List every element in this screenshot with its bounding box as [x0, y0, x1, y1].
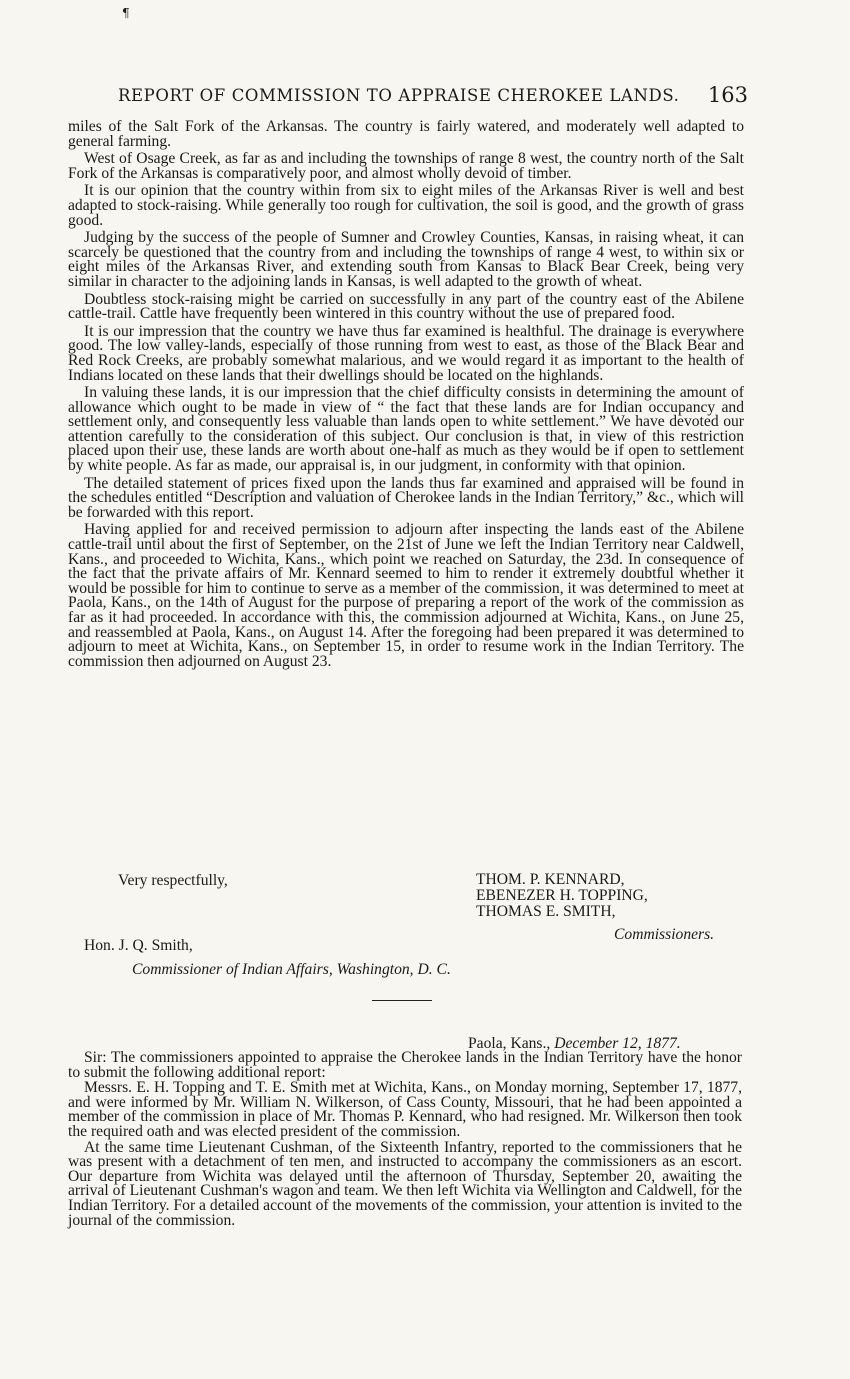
additional-report-body: [68, 1051, 742, 1229]
addressee-block: [84, 934, 451, 982]
paragraph: It is our impression that the country we have thus far examined is healthful. The drainage is everywhere good. The low valley-lands, especially of those running from west to east, as those of the Black Bear and Red Rock Creeks, are probably somewhat malarious, and we would regard it as important to the health of Indians located on these lands that their dwellings should be located on the highlands.: [68, 322, 744, 384]
paragraph: The detailed statement of prices fixed upon the lands thus far examined and appraised will be found in the schedules entitled “Description and valuation of Cherokee lands in the Indian Territory,” &c., which will be forwarded with this report.: [68, 474, 744, 521]
paragraph: Messrs. E. H. Topping and T. E. Smith met at Wichita, Kans., on Monday morning, September 17, 1877, and were informed by Mr. William N. Wilkerson, of Cass County, Missouri, that he had been appointed a member of the commission in place of Mr. Thomas P. Kennard, who had resigned. Mr. Wilkerson then took the required oath and was elected president of the commission.: [68, 1079, 742, 1140]
signature-block: [476, 872, 648, 920]
dateline-place: Paola, Kans.,: [468, 1035, 551, 1052]
paragraph: It is our opinion that the country within from six to eight miles of the Arkansas River is well and best adapted to stock-raising. While generally too rough for cultivation, the soil is good, and the growth of grass good.: [68, 182, 744, 229]
paragraph: Judging by the success of the people of Sumner and Crowley Counties, Kansas, in raising wheat, it can scarcely be questioned that the country from and including the townships of range 4 west, to within six or eight miles of the Arkansas River, and extending south from Kansas to Black Bear Creek, being very similar in character to the adjoining lands in Kansas, is well adapted to the growth of wheat.: [68, 229, 744, 290]
paragraph: West of Osage Creek, as far as and including the townships of range 8 west, the country north of the Salt Fork of the Arkansas is comparatively poor, and almost wholly devoid of timber.: [68, 150, 744, 182]
paragraph: In valuing these lands, it is our impression that the chief difficulty consists in determining the amount of allowance which ought to be made in view of “ the fact that these lands are for Indian occupancy and settlement only, and consequently less valuable than lands open to white settlement.” We have devoted our attention carefully to the consideration of this subject. Our conclusion is that, in view of this restriction placed upon their use, these lands are worth about one-half as much as they would be if open to settlement by white people. As far as made, our appraisal is, in our judgment, in conformity with that opinion.: [68, 384, 744, 475]
addressee-title: Commissioner of Indian Affairs, Washington, D. C.: [132, 961, 451, 978]
signer-name: THOM. P. KENNARD,: [476, 871, 625, 888]
paragraph: Having applied for and received permission to adjourn after inspecting the lands east of the Abilene cattle-trail until about the first of September, on the 21st of June we left the Indian Territory near Caldwell, Kans., and proceeded to Wichita, Kans., which point we reached on Saturday, the 23d. In consequence of the fact that the private affairs of Mr. Kennard seemed to him to render it extremely doubtful whether it would be possible for him to continue to serve as a member of the commission, it was determined to meet at Paola, Kans., on the 14th of August for the purpose of preparing a report of the work of the commission as far as it had proceeded. In accordance with this, the commission adjourned at Wichita, Kans., on June 25, and reassembled at Paola, Kans., on August 14. After the foregoing had been prepared it was determined to adjourn to meet at Wichita, Kans., on September 15, in order to resume work in the Indian Territory. The commission then adjourned on August 23.: [68, 521, 744, 670]
report-body: [68, 120, 744, 672]
closing-salutation: Very respectfully,: [118, 872, 228, 889]
section-divider: [372, 1000, 432, 1001]
page-number: 163: [707, 83, 748, 107]
paragraph: Sir: The commissioners appointed to appraise the Cherokee lands in the Indian Territory have the honor to submit the following additional report:: [68, 1049, 742, 1081]
dateline-date: December 12, 1877.: [554, 1035, 681, 1052]
paragraph: At the same time Lieutenant Cushman, of the Sixteenth Infantry, reported to the commissioners that he was present with a detachment of ten men, and instructed to accompany the commissioners as an escort. Our departure from Wichita was delayed until the afternoon of Thursday, September 20, awaiting the arrival of Lieutenant Cushman's wagon and team. We then left Wichita via Wellington and Caldwell, for the Indian Territory. For a detailed account of the movements of the commission, your attention is invited to the journal of the commission.: [68, 1138, 742, 1229]
paragraph: Doubtless stock-raising might be carried on successfully in any part of the country east of the Abilene cattle-trail. Cattle have frequently been wintered in this country without the use of prepared food.: [68, 290, 744, 323]
signer-role: Commissioners.: [614, 926, 715, 943]
header-title: REPORT OF COMMISSION TO APPRAISE CHEROKEE LANDS.: [118, 86, 680, 105]
running-header: [118, 84, 748, 108]
signer-name: THOMAS E. SMITH,: [476, 903, 616, 920]
paragraph: miles of the Salt Fork of the Arkansas. The country is fairly watered, and moderately well adapted to general farming.: [68, 118, 744, 150]
addressee-name: Hon. J. Q. Smith,: [84, 937, 193, 954]
corner-mark: ¶: [122, 6, 130, 20]
signer-name: EBENEZER H. TOPPING,: [476, 887, 648, 904]
